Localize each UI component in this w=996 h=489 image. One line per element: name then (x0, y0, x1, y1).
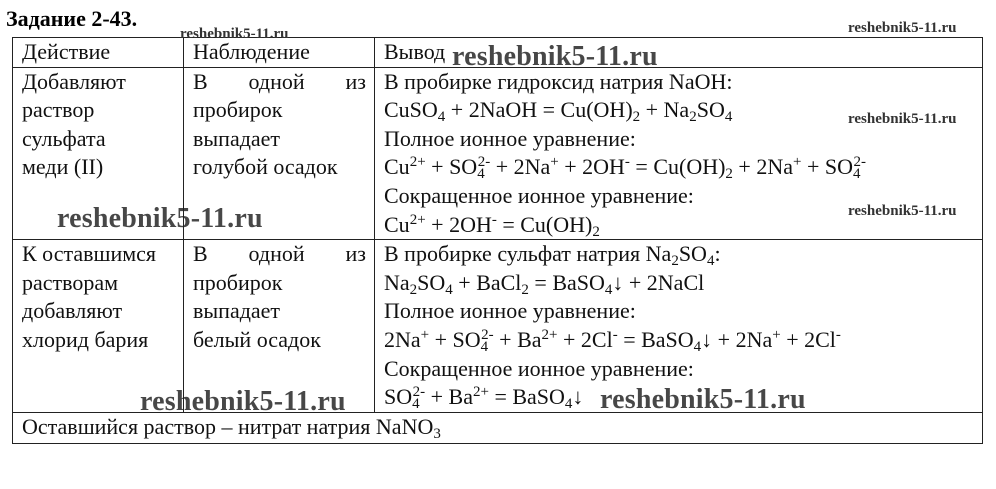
watermark-small: reshebnik5-11.ru (848, 20, 957, 36)
observation-line: голубой осадок (193, 154, 338, 180)
action-line: растворам (22, 269, 119, 295)
watermark-big: reshebnik5-11.ru (140, 386, 346, 417)
watermark-big: reshebnik5-11.ru (452, 41, 658, 72)
conclusion-line: Сокращенное ионное уравнение: (384, 182, 694, 208)
action-line: раствор (22, 97, 95, 123)
observation-line: В одной из (193, 68, 366, 94)
watermark-big: reshebnik5-11.ru (600, 384, 806, 415)
conclusion-line: Полное ионное уравнение: (384, 125, 636, 151)
header-observation: Наблюдение (184, 38, 375, 68)
action-line: Добавляют (22, 68, 126, 94)
molecular-equation: CuSO$_4$ + 2NaOH = $Cu(OH)_2 + Na_2SO_4$ (384, 97, 733, 126)
task-title: Задание 2-43. (6, 6, 138, 31)
conclusion-line: Полное ионное уравнение: (384, 298, 636, 324)
action-line: хлорид бария (22, 326, 149, 352)
full-ionic-equation: $2Na^+ + SO_4^{2-} + Ba^{2+} + 2Cl^-$ = BaSO$_4$↓ + 2Na+ + 2Cl- (384, 326, 841, 355)
short-ionic-equation: $Cu^{2+} + 2OH^- = Cu(OH)_2$ (384, 211, 600, 240)
final-conclusion-cell: Оставшийся раствор – нитрат натрия NaNO$_3$ (13, 413, 983, 444)
conclusion-line: В пробирке сульфат натрия $Na_2SO_4$: (384, 241, 721, 270)
observation-line: белый осадок (193, 326, 321, 352)
observation-line: выпадает (193, 298, 281, 324)
observation-line: В одной из (193, 241, 366, 267)
molecular-equation: $Na_2SO_4$ + BaCl$_2$ = BaSO$_4$↓ + 2NaCl (384, 269, 705, 298)
answer-table (12, 37, 983, 444)
watermark-small: reshebnik5-11.ru (848, 203, 957, 219)
action-line: сульфата (22, 125, 106, 151)
watermark-small: reshebnik5-11.ru (848, 111, 957, 127)
full-ionic-equation: $Cu^{2+} + SO_4^{2-} + 2Na^+ + 2OH^- = Cu(OH)_2 + 2Na^+ + SO_4^{2-}$ (384, 154, 866, 183)
header-action: Действие (13, 38, 184, 68)
header-conclusion: Вывод (375, 38, 983, 68)
action-line: К оставшимся (22, 241, 157, 267)
watermark-big: reshebnik5-11.ru (57, 203, 263, 234)
observation-line: пробирок (193, 97, 283, 123)
watermark-small: reshebnik5-11.ru (180, 26, 289, 42)
observation-line: пробирок (193, 269, 283, 295)
conclusion-line: Сокращенное ионное уравнение: (384, 355, 694, 381)
conclusion-line: В пробирке гидроксид натрия NaOH: (384, 68, 733, 94)
observation-line: выпадает (193, 125, 281, 151)
action-line: добавляют (22, 298, 123, 324)
short-ionic-equation: $SO_4^{2-} + Ba^{2+}$ = BaSO$_4$↓ (384, 384, 584, 413)
action-line: меди (II) (22, 154, 104, 180)
